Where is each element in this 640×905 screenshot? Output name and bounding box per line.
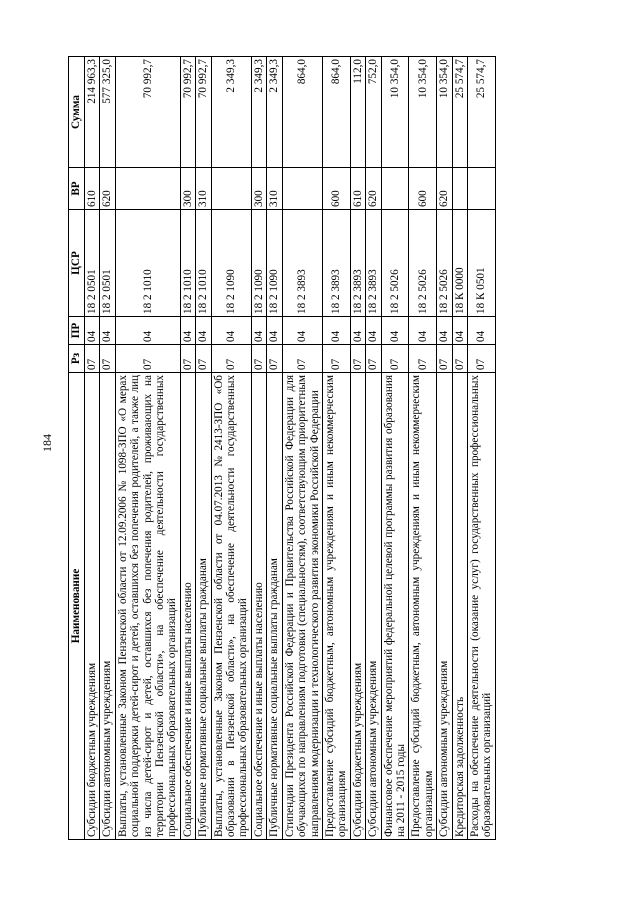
row-vr: [211, 168, 251, 210]
table-row: [366, 57, 381, 840]
header-pr: ПР: [69, 317, 85, 345]
table-row: [409, 57, 437, 840]
row-csr: 18 2 3893: [366, 210, 381, 317]
row-pr: 04: [267, 317, 282, 345]
row-sum: 2 349,3: [267, 57, 282, 168]
row-pr: 04: [100, 317, 115, 345]
row-sum: 2 349,3: [251, 57, 266, 168]
row-csr: 18 2 1090: [251, 210, 266, 317]
row-name: Расходы на обеспечение деятельности (оказание услуг) государственных профессиональных образовательных организаций: [467, 373, 495, 840]
row-sum: 2 349,3: [211, 57, 251, 168]
row-rz: 07: [381, 345, 409, 373]
row-sum: 864,0: [282, 57, 322, 168]
row-vr: [115, 168, 180, 210]
row-name: Выплаты, установленные Законом Пензенской области от 12.09.2006 № 1098-ЗПО «О мерах социальной поддержки детей-сирот и детей, оставшихся без попечения родителей, а также лиц из числа детей-сирот и детей, оставшихся без попечения родителей, проживающих на территории Пензенской области», на обеспечение деятельности государственных профессиональных образовательных организаций: [115, 373, 180, 840]
row-pr: 04: [251, 317, 266, 345]
row-name: Кредиторская задолженность: [452, 373, 467, 840]
budget-table-container: [68, 57, 560, 840]
row-vr: [282, 168, 322, 210]
row-pr: 04: [85, 317, 100, 345]
row-vr: 310: [196, 168, 211, 210]
row-name: Публичные нормативные социальные выплаты гражданам: [267, 373, 282, 840]
row-vr: 620: [437, 168, 452, 210]
row-csr: 18 2 3893: [322, 210, 350, 317]
row-rz: 07: [251, 345, 266, 373]
row-csr: 18 2 3893: [282, 210, 322, 317]
row-vr: 300: [251, 168, 266, 210]
table-row: [322, 57, 350, 840]
row-rz: 07: [409, 345, 437, 373]
row-pr: 04: [115, 317, 180, 345]
table-row: [437, 57, 452, 840]
row-csr: 18 К 0000: [452, 210, 467, 317]
row-rz: 07: [100, 345, 115, 373]
table-row: [452, 57, 467, 840]
row-name: Социальное обеспечение и иные выплаты населению: [251, 373, 266, 840]
row-pr: 04: [196, 317, 211, 345]
row-pr: 04: [366, 317, 381, 345]
row-pr: 04: [322, 317, 350, 345]
row-name: Субсидии автономным учреждениям: [366, 373, 381, 840]
row-csr: 18 2 3893: [350, 210, 365, 317]
row-pr: 04: [350, 317, 365, 345]
row-rz: 07: [350, 345, 365, 373]
row-name: Субсидии автономным учреждениям: [100, 373, 115, 840]
row-vr: 310: [267, 168, 282, 210]
row-vr: 620: [366, 168, 381, 210]
header-rz: Рз: [69, 345, 85, 373]
header-name: Наименование: [69, 373, 85, 840]
table-row: [282, 57, 322, 840]
header-sum: Сумма: [69, 57, 85, 168]
row-csr: 18 2 1010: [115, 210, 180, 317]
row-csr: 18 2 1090: [267, 210, 282, 317]
row-rz: 07: [85, 345, 100, 373]
row-vr: 620: [100, 168, 115, 210]
row-csr: 18 К 0501: [467, 210, 495, 317]
table-row: [467, 57, 495, 840]
table-row: [251, 57, 266, 840]
row-sum: 70 992,7: [196, 57, 211, 168]
row-rz: 07: [467, 345, 495, 373]
row-vr: 610: [350, 168, 365, 210]
row-rz: 07: [115, 345, 180, 373]
row-sum: 112,0: [350, 57, 365, 168]
row-sum: 10 354,0: [381, 57, 409, 168]
row-vr: [381, 168, 409, 210]
row-rz: 07: [196, 345, 211, 373]
row-sum: 214 963,3: [85, 57, 100, 168]
row-vr: [467, 168, 495, 210]
row-csr: 18 2 0501: [100, 210, 115, 317]
row-sum: 10 354,0: [409, 57, 437, 168]
row-rz: 07: [211, 345, 251, 373]
row-name: Публичные нормативные социальные выплаты гражданам: [196, 373, 211, 840]
row-rz: 07: [366, 345, 381, 373]
table-header-row: [69, 57, 85, 840]
row-csr: 18 2 1010: [180, 210, 195, 317]
row-pr: 04: [437, 317, 452, 345]
page-number: 184: [40, 434, 54, 452]
row-sum: 752,0: [366, 57, 381, 168]
row-sum: 577 325,0: [100, 57, 115, 168]
table-row: [350, 57, 365, 840]
row-sum: 70 992,7: [115, 57, 180, 168]
row-pr: 04: [452, 317, 467, 345]
row-name: Предоставление субсидий бюджетным, автономным учреждениям и иным некоммерческим организациям: [409, 373, 437, 840]
row-vr: [452, 168, 467, 210]
row-pr: 04: [381, 317, 409, 345]
header-csr: ЦСР: [69, 210, 85, 317]
row-name: Субсидии бюджетным учреждениям: [85, 373, 100, 840]
row-name: Субсидии бюджетным учреждениям: [350, 373, 365, 840]
row-rz: 07: [452, 345, 467, 373]
row-vr: 300: [180, 168, 195, 210]
table-row: [267, 57, 282, 840]
row-csr: 18 2 5026: [381, 210, 409, 317]
row-sum: 864,0: [322, 57, 350, 168]
row-vr: 610: [85, 168, 100, 210]
row-rz: 07: [180, 345, 195, 373]
row-name: Стипендии Президента Российской Федерации и Правительства Российской Федерации для обучающихся по направлениям подготовки (специальностям), соответствующим приоритетным направлениям модернизации и технологического развития экономики Российской Федерации: [282, 373, 322, 840]
row-csr: 18 2 1010: [196, 210, 211, 317]
row-vr: 600: [322, 168, 350, 210]
row-pr: 04: [467, 317, 495, 345]
row-pr: 04: [180, 317, 195, 345]
row-pr: 04: [211, 317, 251, 345]
row-sum: 10 354,0: [437, 57, 452, 168]
table-row: [100, 57, 115, 840]
row-rz: 07: [437, 345, 452, 373]
table-row: [85, 57, 100, 840]
table-row: [381, 57, 409, 840]
row-csr: 18 2 5026: [409, 210, 437, 317]
row-csr: 18 2 1090: [211, 210, 251, 317]
row-pr: 04: [282, 317, 322, 345]
row-csr: 18 2 5026: [437, 210, 452, 317]
row-name: Субсидии автономным учреждениям: [437, 373, 452, 840]
table-row: [115, 57, 180, 840]
row-name: Социальное обеспечение и иные выплаты населению: [180, 373, 195, 840]
budget-table: [68, 56, 496, 840]
row-sum: 25 574,7: [452, 57, 467, 168]
table-row: [180, 57, 195, 840]
row-name: Финансовое обеспечение мероприятий федеральной целевой программы развития образования на 2011 - 2015 годы: [381, 373, 409, 840]
row-vr: 600: [409, 168, 437, 210]
table-row: [196, 57, 211, 840]
table-row: [211, 57, 251, 840]
row-pr: 04: [409, 317, 437, 345]
row-name: Выплаты, установленные Законом Пензенской области от 04.07.2013 №2413-ЗПО «Об образовании в Пензенской области», на обеспечение деятельности государственных профессиональных образовательных организаций: [211, 373, 251, 840]
row-sum: 70 992,7: [180, 57, 195, 168]
row-rz: 07: [322, 345, 350, 373]
row-csr: 18 2 0501: [85, 210, 100, 317]
row-sum: 25 574,7: [467, 57, 495, 168]
header-vr: ВР: [69, 168, 85, 210]
row-rz: 07: [282, 345, 322, 373]
row-name: Предоставление субсидий бюджетным, автономным учреждениям и иным некоммерческим организациям: [322, 373, 350, 840]
row-rz: 07: [267, 345, 282, 373]
